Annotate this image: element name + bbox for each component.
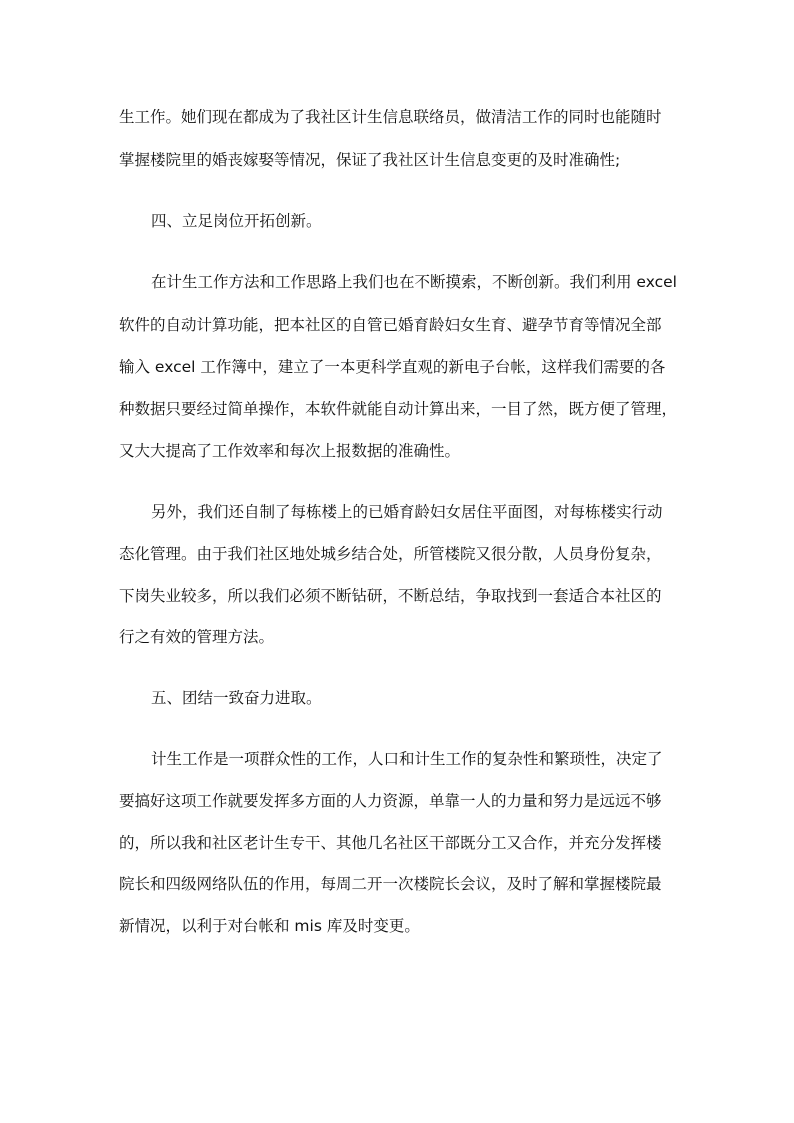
paragraph-line: 院长和四级网络队伍的作用，每周二开一次楼院长会议，及时了解和掌握楼院最 <box>119 875 662 893</box>
paragraph-line: 输入 excel 工作簿中，建立了一本更科学直观的新电子台帐，这样我们需要的各 <box>119 358 666 376</box>
paragraph-line: 要搞好这项工作就要发挥多方面的人力资源，单靠一人的力量和努力是远远不够 <box>119 792 662 810</box>
paragraph-line: 下岗失业较多，所以我们必须不断钻研，不断总结，争取找到一套适合本社区的 <box>119 587 662 605</box>
paragraph-line: 又大大提高了工作效率和每次上报数据的准确性。 <box>119 442 461 460</box>
paragraph-line: 另外，我们还自制了每栋楼上的已婚育龄妇女居住平面图，对每栋楼实行动 <box>151 503 663 521</box>
paragraph-line: 种数据只要经过简单操作，本软件就能自动计算出来，一目了然，既方便了管理， <box>119 400 678 418</box>
paragraph-line: 生工作。她们现在都成为了我社区计生信息联络员，做清洁工作的同时也能随时 <box>119 108 662 126</box>
paragraph-line: 在计生工作方法和工作思路上我们也在不断摸索，不断创新。我们利用 excel <box>151 273 677 291</box>
paragraph-line: 掌握楼院里的婚丧嫁娶等情况，保证了我社区计生信息变更的及时准确性; <box>119 151 621 169</box>
paragraph-line: 态化管理。由于我们社区地处城乡结合处，所管楼院又很分散，人员身份复杂， <box>119 545 662 563</box>
paragraph-line: 行之有效的管理方法。 <box>119 628 275 646</box>
paragraph-line: 软件的自动计算功能，把本社区的自管已婚育龄妇女生育、避孕节育等情况全部 <box>119 316 662 334</box>
paragraph-line: 计生工作是一项群众性的工作，人口和计生工作的复杂性和繁琐性，决定了 <box>151 750 663 768</box>
paragraph-line: 新情况，以利于对台帐和 mis 库及时变更。 <box>119 917 420 935</box>
section-heading-four: 四、立足岗位开拓创新。 <box>151 212 322 230</box>
paragraph-line: 的，所以我和社区老计生专干、其他几名社区干部既分工又合作，并充分发挥楼 <box>119 834 662 852</box>
section-heading-five: 五、团结一致奋力进取。 <box>151 689 322 707</box>
